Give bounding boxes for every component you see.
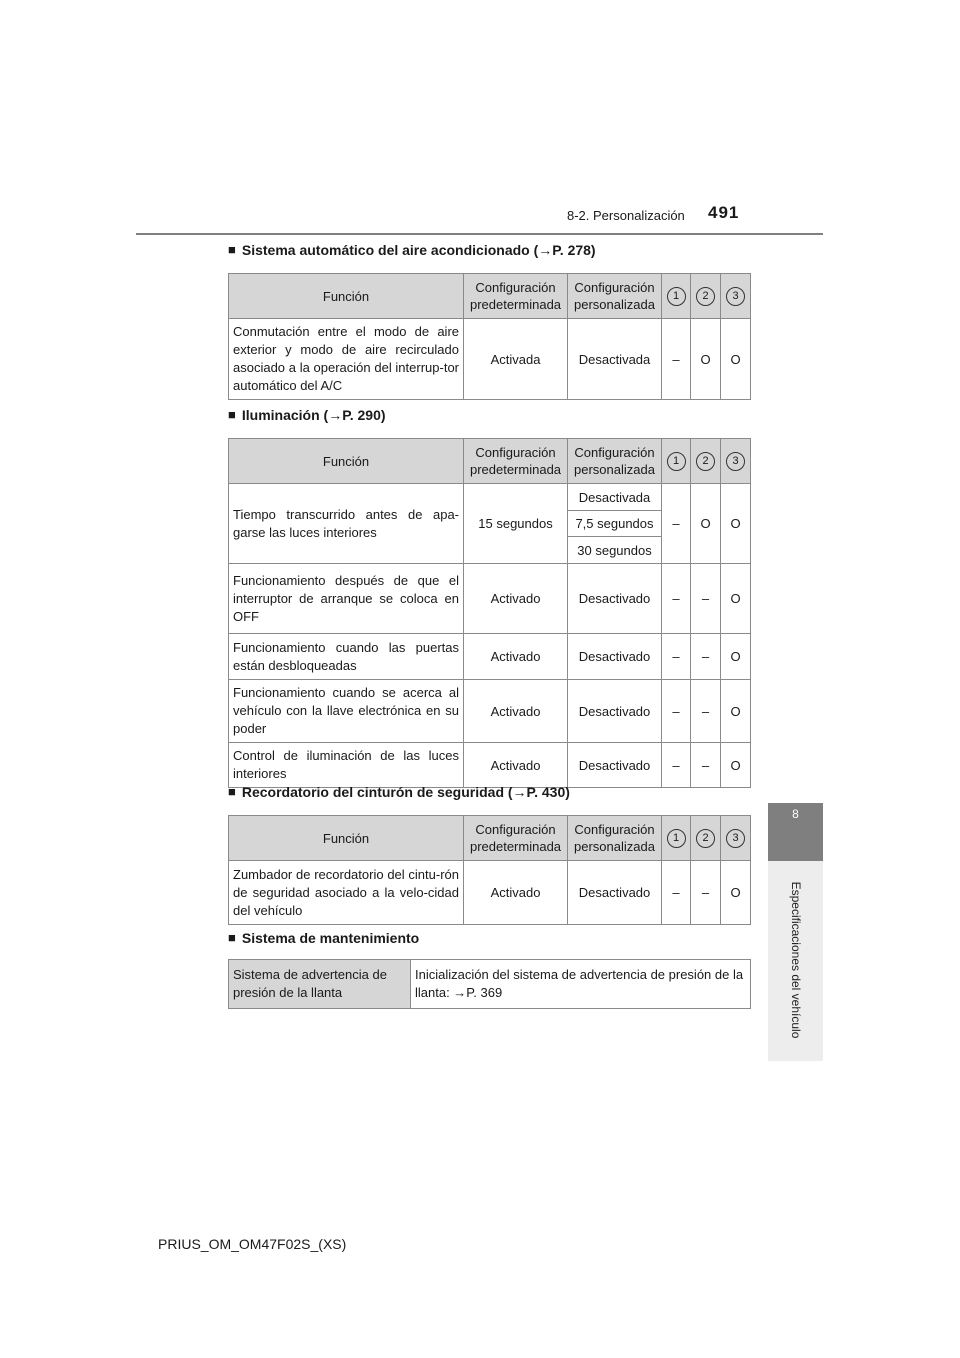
col1-cell: –: [662, 484, 691, 564]
table-row: [229, 484, 751, 511]
ac-table: [228, 273, 751, 400]
col2-cell: –: [691, 634, 721, 680]
table-header-row: [229, 816, 751, 861]
page-number: 491: [708, 203, 740, 222]
chapter-tab: [768, 803, 823, 861]
function-cell: Funcionamiento cuando se acerca al vehículo con la llave electrónica en su poder: [229, 680, 464, 743]
function-cell: Zumbador de recordatorio del cintu-rón de seguridad asociado a la velo-cidad del vehículo: [229, 861, 464, 925]
default-cell: Activado: [464, 634, 568, 680]
col-funcion: Función: [229, 816, 464, 861]
header-divider: [136, 233, 823, 235]
section-title-text: Sistema automático del aire acondicionado (→P. 278): [241, 242, 596, 258]
custom-cell: Desactivado: [568, 634, 662, 680]
col-funcion: Función: [229, 439, 464, 484]
default-cell: Activado: [464, 680, 568, 743]
section-header: 8-2. Personalización: [567, 208, 685, 223]
col3-cell: O: [721, 680, 751, 743]
custom-cell: Desactivado: [568, 564, 662, 634]
section-title-maint: [228, 930, 419, 946]
default-cell: Activado: [464, 564, 568, 634]
custom-cell: Desactivado: [568, 743, 662, 788]
table-row: [229, 680, 751, 743]
col3-cell: O: [721, 319, 751, 400]
circled-2-icon: 2: [696, 287, 715, 306]
default-cell: Activado: [464, 743, 568, 788]
belt-table: [228, 815, 751, 925]
default-cell: Activado: [464, 861, 568, 925]
section-title-text: Recordatorio del cinturón de seguridad (→P. 430): [241, 784, 570, 800]
col2-cell: O: [691, 484, 721, 564]
section-title-ac: [228, 242, 596, 258]
square-bullet-icon: ■: [228, 407, 236, 422]
table-row: [229, 960, 751, 1009]
function-cell: Funcionamiento cuando las puertas están desbloqueadas: [229, 634, 464, 680]
maintenance-label-cell: Sistema de advertencia de presión de la llanta: [229, 960, 411, 1009]
custom-cell: 7,5 segundos: [568, 511, 662, 537]
function-cell: Funcionamiento después de que el interruptor de arranque se coloca en OFF: [229, 564, 464, 634]
square-bullet-icon: ■: [228, 242, 236, 257]
col-default: Configuración predeterminada: [464, 274, 568, 319]
maintenance-value-cell: Inicialización del sistema de advertencia de presión de la llanta: →P. 369: [411, 960, 751, 1009]
maintenance-table: [228, 959, 751, 1009]
col-default: Configuración predeterminada: [464, 816, 568, 861]
col-custom: Configuración personalizada: [568, 439, 662, 484]
circled-1-icon: 1: [667, 287, 686, 306]
circled-3-icon: 3: [726, 452, 745, 471]
col-custom: Configuración personalizada: [568, 274, 662, 319]
table-header-row: [229, 274, 751, 319]
col1-cell: –: [662, 680, 691, 743]
document-code: PRIUS_OM_OM47F02S_(XS): [158, 1236, 347, 1252]
table-row: [229, 319, 751, 400]
table-row: [229, 564, 751, 634]
circled-1-icon: 1: [667, 829, 686, 848]
col2-cell: –: [691, 743, 721, 788]
circled-3-icon: 3: [726, 829, 745, 848]
section-title-belt: [228, 784, 570, 800]
circled-1-icon: 1: [667, 452, 686, 471]
col3-cell: O: [721, 634, 751, 680]
table-row: [229, 634, 751, 680]
col1-cell: –: [662, 743, 691, 788]
custom-cell: Desactivada: [568, 484, 662, 511]
section-title-light: [228, 407, 386, 423]
circled-2-icon: 2: [696, 452, 715, 471]
section-title-text: Iluminación (→P. 290): [241, 407, 386, 423]
custom-cell: Desactivado: [568, 861, 662, 925]
section-title-text: Sistema de mantenimiento: [241, 930, 420, 946]
function-cell: Control de iluminación de las luces interiores: [229, 743, 464, 788]
circled-3-icon: 3: [726, 287, 745, 306]
custom-cell: Desactivada: [568, 319, 662, 400]
table-row: [229, 861, 751, 925]
col-custom: Configuración personalizada: [568, 816, 662, 861]
col1-cell: –: [662, 861, 691, 925]
col1-cell: –: [662, 634, 691, 680]
col2-cell: O: [691, 319, 721, 400]
default-cell: 15 segundos: [464, 484, 568, 564]
col3-cell: O: [721, 861, 751, 925]
function-cell: Tiempo transcurrido antes de apa-garse las luces interiores: [229, 484, 464, 564]
custom-cell: 30 segundos: [568, 537, 662, 564]
col-funcion: Función: [229, 274, 464, 319]
default-cell: Activada: [464, 319, 568, 400]
col-default: Configuración predeterminada: [464, 439, 568, 484]
chapter-number: 8: [792, 807, 799, 821]
custom-cell: Desactivado: [568, 680, 662, 743]
col2-cell: –: [691, 861, 721, 925]
col1-cell: –: [662, 319, 691, 400]
light-table: [228, 438, 751, 788]
table-row: [229, 743, 751, 788]
col2-cell: –: [691, 680, 721, 743]
square-bullet-icon: ■: [228, 784, 236, 799]
table-header-row: [229, 439, 751, 484]
col2-cell: –: [691, 564, 721, 634]
col3-cell: O: [721, 743, 751, 788]
circled-2-icon: 2: [696, 829, 715, 848]
col1-cell: –: [662, 564, 691, 634]
function-cell: Conmutación entre el modo de aire exterior y modo de aire recirculado asociado a la operación del interrup-tor automático del A/C: [229, 319, 464, 400]
col3-cell: O: [721, 484, 751, 564]
col3-cell: O: [721, 564, 751, 634]
chapter-title: Especificaciones del vehículo: [789, 881, 803, 1039]
square-bullet-icon: ■: [228, 930, 236, 945]
